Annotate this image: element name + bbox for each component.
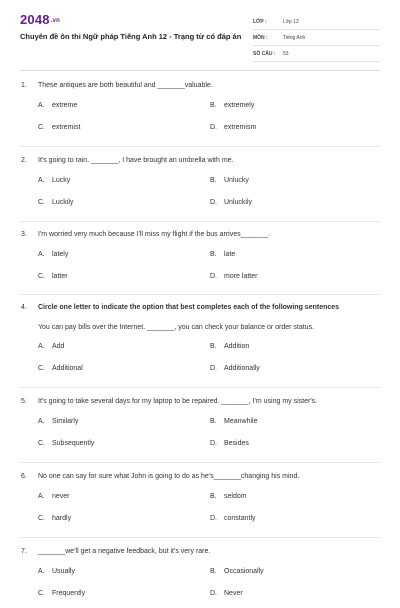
question-number: 7. xyxy=(21,548,27,555)
option-c[interactable] xyxy=(38,265,210,287)
logo-suffix: .vn xyxy=(50,17,61,24)
meta-row-count xyxy=(253,46,380,62)
option-text: Frequently xyxy=(52,589,86,597)
question-number: 4. xyxy=(21,304,27,311)
option-text: latter xyxy=(52,272,68,280)
option-b[interactable] xyxy=(210,410,382,432)
option-letter: D. xyxy=(210,364,217,372)
option-text: Lucky xyxy=(52,176,71,184)
question-text: _______we'll get a negative feedback, but it's very rare. xyxy=(38,548,211,555)
option-a[interactable] xyxy=(38,243,210,265)
document-meta xyxy=(253,14,380,62)
option-a[interactable] xyxy=(38,560,210,582)
option-a[interactable] xyxy=(38,410,210,432)
option-letter: B. xyxy=(210,176,217,184)
option-text: never xyxy=(52,492,70,500)
option-b[interactable] xyxy=(210,243,382,265)
option-text: Besides xyxy=(224,439,249,447)
option-letter: A. xyxy=(38,417,45,425)
option-letter: B. xyxy=(210,101,217,109)
option-text: extreme xyxy=(52,101,78,109)
option-text: Subsequently xyxy=(52,439,95,447)
option-b[interactable] xyxy=(210,560,382,582)
option-c[interactable] xyxy=(38,507,210,529)
option-a[interactable] xyxy=(38,485,210,507)
option-text: Meanwhile xyxy=(224,417,258,425)
option-letter: C. xyxy=(38,123,45,131)
option-letter: C. xyxy=(38,198,45,206)
option-letter: D. xyxy=(210,589,217,597)
meta-value: 53 xyxy=(283,50,289,57)
option-letter: A. xyxy=(38,492,45,500)
option-b[interactable] xyxy=(210,335,382,357)
question-text: It's going to take several days for my laptop to be repaired. _______, I'm using my sister's. xyxy=(38,398,318,405)
question-number: 3. xyxy=(21,231,27,238)
option-letter: B. xyxy=(210,250,217,258)
option-text: seldom xyxy=(224,492,247,500)
option-d[interactable] xyxy=(210,116,382,138)
option-text: Add xyxy=(52,342,65,350)
question-text: It's going to rain. _______, I have brought an umbrella with me. xyxy=(38,157,234,164)
option-text: Unluckily xyxy=(224,198,253,206)
option-d[interactable] xyxy=(210,582,382,604)
option-letter: D. xyxy=(210,439,217,447)
meta-label: MÔN : xyxy=(253,34,268,41)
option-letter: D. xyxy=(210,272,217,280)
option-text: Additional xyxy=(52,364,83,372)
option-letter: D. xyxy=(210,123,217,131)
option-c[interactable] xyxy=(38,116,210,138)
option-text: more latter xyxy=(224,272,258,280)
option-letter: A. xyxy=(38,342,45,350)
option-letter: C. xyxy=(38,439,45,447)
question-text: I'm worried very much because I'll miss my flight if the bus arrives_______. xyxy=(38,231,270,238)
option-d[interactable] xyxy=(210,507,382,529)
question-5 xyxy=(20,388,380,463)
option-text: Occasionally xyxy=(224,567,264,575)
option-text: Luckily xyxy=(52,198,74,206)
option-c[interactable] xyxy=(38,191,210,213)
question-number: 2. xyxy=(21,157,27,164)
option-text: Addition xyxy=(224,342,250,350)
option-letter: B. xyxy=(210,417,217,425)
option-b[interactable] xyxy=(210,485,382,507)
meta-label: SỐ CÂU : xyxy=(253,50,276,57)
option-text: Additionally xyxy=(224,364,260,372)
meta-value: Lớp 12 xyxy=(283,18,299,25)
option-letter: C. xyxy=(38,514,45,522)
option-letter: A. xyxy=(38,176,45,184)
meta-row-subject xyxy=(253,30,380,46)
option-d[interactable] xyxy=(210,191,382,213)
option-a[interactable] xyxy=(38,169,210,191)
option-letter: D. xyxy=(210,514,217,522)
option-letter: A. xyxy=(38,567,45,575)
option-letter: C. xyxy=(38,589,45,597)
question-number: 1. xyxy=(21,82,27,89)
question-1 xyxy=(20,71,380,147)
option-text: Never xyxy=(224,589,243,597)
option-text: Usually xyxy=(52,567,75,575)
option-letter: A. xyxy=(38,101,45,109)
option-c[interactable] xyxy=(38,582,210,604)
option-d[interactable] xyxy=(210,265,382,287)
question-7 xyxy=(20,538,380,608)
question-2 xyxy=(20,147,380,222)
option-d[interactable] xyxy=(210,432,382,454)
option-text: extremist xyxy=(52,123,81,131)
option-text: extremism xyxy=(224,123,257,131)
site-logo[interactable] xyxy=(20,12,60,27)
option-letter: B. xyxy=(210,342,217,350)
meta-value: Tiếng Anh xyxy=(283,34,306,41)
meta-row-class xyxy=(253,14,380,30)
question-list xyxy=(0,71,400,608)
question-6 xyxy=(20,463,380,538)
option-letter: A. xyxy=(38,250,45,258)
question-instruction: Circle one letter to indicate the option that best completes each of the following sentences xyxy=(38,304,340,311)
question-text: You can pay bills over the Internet. _______, you can check your balance or order status. xyxy=(38,324,315,331)
option-text: lately xyxy=(52,250,69,258)
option-letter: D. xyxy=(210,198,217,206)
page-header xyxy=(0,0,400,60)
option-text: constantly xyxy=(224,514,256,522)
question-number: 6. xyxy=(21,473,27,480)
logo-text: 2048 xyxy=(20,12,50,27)
option-c[interactable] xyxy=(38,357,210,379)
option-text: late xyxy=(224,250,236,258)
option-b[interactable] xyxy=(210,169,382,191)
question-4 xyxy=(20,295,380,388)
option-text: hardly xyxy=(52,514,72,522)
question-3 xyxy=(20,222,380,295)
option-letter: C. xyxy=(38,272,45,280)
option-letter: C. xyxy=(38,364,45,372)
option-a[interactable] xyxy=(38,335,210,357)
option-letter: B. xyxy=(210,492,217,500)
option-text: extremely xyxy=(224,101,255,109)
option-c[interactable] xyxy=(38,432,210,454)
question-text: No one can say for sure what John is going to do as he's_______changing his mind. xyxy=(38,473,300,480)
document-title: Chuyên đề ôn thi Ngữ pháp Tiếng Anh 12 - Trạng từ có đáp án xyxy=(20,32,242,41)
option-a[interactable] xyxy=(38,94,210,116)
option-letter: B. xyxy=(210,567,217,575)
option-text: Unlucky xyxy=(224,176,249,184)
option-d[interactable] xyxy=(210,357,382,379)
question-number: 5. xyxy=(21,398,27,405)
option-text: Similarly xyxy=(52,417,79,425)
option-b[interactable] xyxy=(210,94,382,116)
meta-label: LỚP : xyxy=(253,18,267,25)
question-text: These antiques are both beautiful and _______valuable. xyxy=(38,82,213,89)
